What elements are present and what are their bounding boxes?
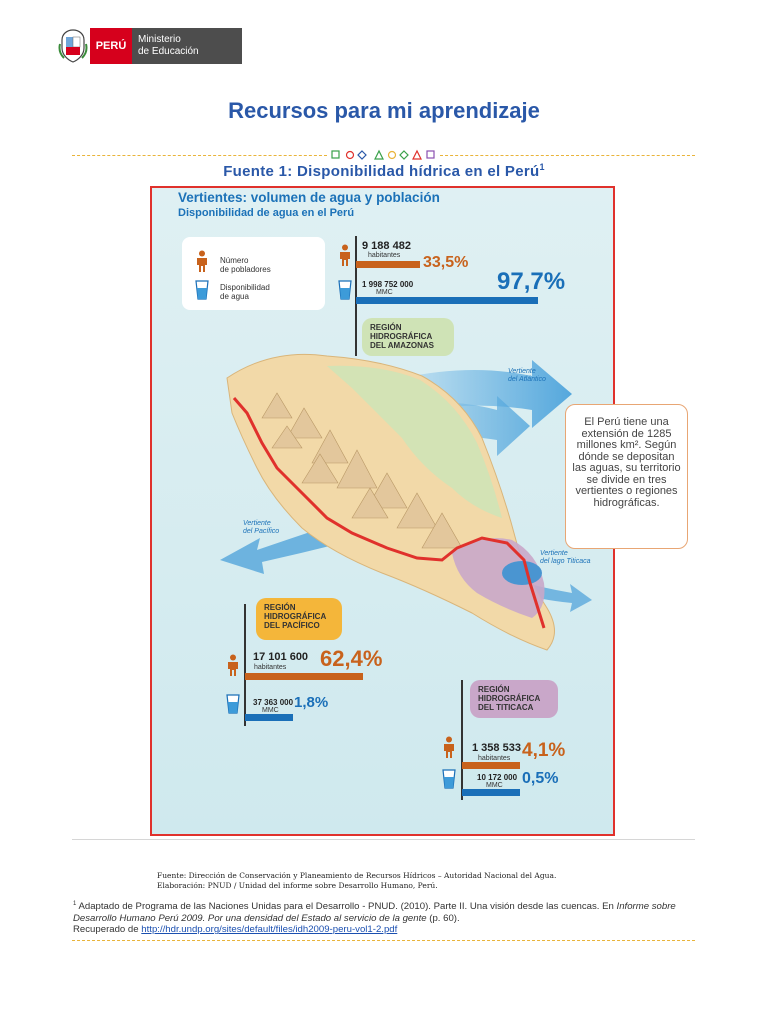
person-icon: [442, 734, 456, 760]
titicaca-water-pct: 0,5%: [522, 770, 559, 787]
divider: [72, 940, 695, 941]
region-titicaca-line-3: DEL TITICACA: [478, 703, 534, 712]
vertiente-atlantico-label: [508, 368, 546, 384]
region-titicaca-line-2: HIDROGRÁFICA: [478, 694, 541, 703]
pacifico-axis: [244, 604, 246, 726]
footnote-pages: (p. 60).: [426, 912, 460, 924]
divider: [440, 155, 695, 156]
region-amazonas-line-2: HIDROGRÁFICA: [370, 332, 433, 341]
legend-population: [220, 256, 271, 274]
footnote-marker: 1: [539, 162, 545, 172]
legend-population-line-1: Número: [220, 256, 249, 265]
region-pacifico-label: [256, 598, 342, 640]
pacifico-water-bar: [245, 714, 293, 721]
vertiente-pacifico-line-1: Vertiente: [243, 520, 271, 527]
region-amazonas-line-3: DEL AMAZONAS: [370, 341, 434, 350]
infographic-subtitle: Disponibilidad de agua en el Perú: [178, 207, 355, 219]
pacifico-population-pct: 62,4%: [320, 646, 383, 671]
vertiente-atlantico-line-2: del Atlántico: [508, 376, 546, 383]
region-titicaca-line-1: REGIÓN: [478, 685, 510, 694]
amazonas-axis: [355, 236, 357, 356]
divider: [72, 839, 695, 840]
titicaca-population-pct: 4,1%: [522, 740, 566, 761]
vertiente-pacifico-label: [243, 520, 279, 536]
water-glass-icon: [338, 280, 352, 300]
pacifico-population: 17 101 600: [253, 651, 309, 663]
pacifico-population-unit: habitantes: [254, 664, 287, 671]
titicaca-population-bar: [462, 762, 520, 769]
amazonas-population-pct: 33,5%: [423, 254, 469, 271]
page-title: Recursos para mi aprendizaje: [228, 98, 540, 123]
amazonas-water-pct: 97,7%: [497, 268, 566, 295]
callout-box: El Perú tiene una extensión de 1285 millones km². Según dónde se depositan las aguas, su territorio se divide en tres vertientes o regiones hidrográficas.: [565, 404, 688, 549]
titicaca-population-unit: habitantes: [478, 755, 511, 762]
retrieved-label: Recuperado de: [73, 924, 142, 936]
footnote-number: 1: [73, 901, 77, 907]
footnote: [73, 899, 703, 936]
pacifico-population-bar: [245, 673, 363, 680]
ministry-label: [132, 28, 242, 64]
vertiente-pacifico-line-2: del Pacífico: [243, 528, 280, 535]
titicaca-population: 1 358 533: [472, 742, 521, 754]
vertiente-titicaca-line-2: del lago Titicaca: [540, 558, 591, 565]
person-icon: [338, 242, 352, 268]
ministry-logo: [58, 28, 242, 64]
titicaca-axis: [461, 680, 463, 800]
titicaca-water-bar: [462, 789, 520, 796]
vertiente-atlantico-line-1: Vertiente: [508, 368, 536, 375]
divider: [72, 155, 327, 156]
water-glass-icon: [226, 694, 240, 714]
footnote-publication: Informe sobre Desarrollo Humano Perú 2009. Por una densidad del Estado al servicio de la gente: [73, 901, 676, 924]
region-titicaca-label: [470, 680, 558, 718]
amazonas-water-bar: [356, 297, 538, 304]
amazonas-population-unit: habitantes: [368, 252, 401, 259]
source-link[interactable]: http://hdr.undp.org/sites/default/files/idh2009-peru-vol1-2.pdf: [141, 924, 398, 936]
water-glass-icon: [442, 769, 456, 789]
titicaca-water: 10 172 000: [477, 773, 518, 782]
amazonas-water-unit: MMC: [376, 289, 393, 296]
region-amazonas-line-1: REGIÓN: [370, 323, 402, 332]
legend-population-line-2: de pobladores: [220, 265, 271, 274]
coat-of-arms-icon: [58, 28, 88, 64]
legend-water: [220, 283, 270, 301]
ministry-line-2: de Educación: [138, 46, 199, 57]
legend-water-line-1: Disponibilidad: [220, 283, 270, 292]
ministry-line-1: Ministerio: [138, 34, 181, 45]
person-icon: [226, 652, 240, 678]
person-icon: [195, 250, 209, 272]
amazonas-population: 9 188 482: [362, 240, 411, 252]
infographic-title: Vertientes: volumen de agua y población: [178, 190, 440, 205]
water-glass-icon: [195, 280, 209, 300]
amazonas-population-bar: [356, 261, 420, 268]
pacifico-water: 37 363 000: [253, 698, 294, 707]
infographic-source: Fuente: Dirección de Conservación y Planeamiento de Recursos Hídricos – Autoridad Nacional del Agua. Elaboración: PNUD / Unidad del informe sobre Desarrollo Humano, Perú.: [157, 871, 557, 890]
footnote-text: Adaptado de Programa de las Naciones Unidas para el Desarrollo - PNUD. (2010). Parte II. Una visión desde las cuencas. En: [76, 901, 617, 913]
pacifico-water-unit: MMC: [262, 707, 279, 714]
region-pacifico-line-2: HIDROGRÁFICA: [264, 612, 327, 621]
vertiente-titicaca-line-1: Vertiente: [540, 550, 568, 557]
vertiente-titicaca-label: [540, 550, 591, 566]
source-title-text: Fuente 1: Disponibilidad hídrica en el Perú: [223, 163, 540, 180]
peru-label: PERÚ: [90, 28, 132, 64]
region-pacifico-line-3: DEL PACÍFICO: [264, 621, 320, 630]
region-pacifico-line-1: REGIÓN: [264, 603, 296, 612]
amazonas-water: 1 998 752 000: [362, 280, 414, 289]
pacifico-water-pct: 1,8%: [294, 694, 329, 711]
decorative-shapes-icon: [330, 149, 438, 161]
legend-water-line-2: de agua: [220, 292, 249, 301]
source-title: [0, 162, 768, 180]
region-amazonas-label: [362, 318, 454, 356]
titicaca-water-unit: MMC: [486, 782, 503, 789]
